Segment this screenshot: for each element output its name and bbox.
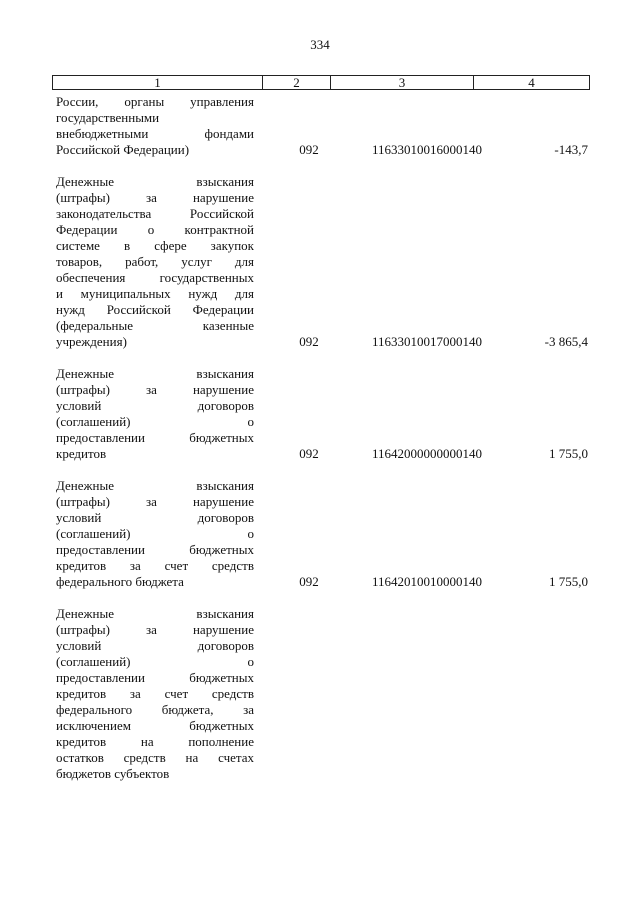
description-line: Российской Федерации): [56, 142, 190, 157]
row-description: [56, 478, 254, 590]
description-line: (соглашений) о: [56, 526, 254, 541]
row-kbk: 11633010016000140: [371, 142, 483, 157]
row-code: 092: [299, 574, 319, 589]
description-line: кредитов за счет средств: [56, 558, 254, 573]
description-line: кредитов: [56, 446, 107, 461]
description-line: внебюджетными фондами: [56, 126, 254, 141]
description-line: (соглашений) о: [56, 654, 254, 669]
table-body: [56, 94, 590, 798]
page-number: 334: [310, 37, 330, 52]
row-kbk: 11642010010000140: [371, 574, 483, 589]
description-line: бюджетов субъектов: [56, 766, 170, 781]
row-code: 092: [299, 142, 319, 157]
row-kbk: 11633010017000140: [371, 334, 483, 349]
description-line: государственными: [56, 110, 160, 125]
description-line: кредитов на пополнение: [56, 734, 254, 749]
description-line: обеспечения государственных: [56, 270, 254, 285]
description-line: предоставлении бюджетных: [56, 430, 254, 445]
description-line: (федеральные казенные: [56, 318, 254, 333]
description-line: Денежные взыскания: [56, 366, 254, 381]
description-line: (штрафы) за нарушение: [56, 382, 254, 397]
table-header-row: [52, 75, 590, 90]
table-row: [56, 606, 590, 782]
description-line: условий договоров: [56, 398, 254, 413]
column-header-1: 1: [53, 76, 263, 89]
description-line: товаров, работ, услуг для: [56, 254, 254, 269]
description-line: Денежные взыскания: [56, 606, 254, 621]
description-line: условий договоров: [56, 510, 254, 525]
row-amount: -3 865,4: [544, 334, 588, 349]
description-line: предоставлении бюджетных: [56, 542, 254, 557]
description-line: и муниципальных нужд для: [56, 286, 254, 301]
description-line: федерального бюджета: [56, 574, 184, 589]
description-line: остатков средств на счетах: [56, 750, 254, 765]
row-amount: 1 755,0: [549, 446, 588, 461]
row-code: 092: [299, 446, 319, 461]
description-line: кредитов за счет средств: [56, 686, 254, 701]
table-row: [56, 478, 590, 590]
description-line: Денежные взыскания: [56, 174, 254, 189]
row-kbk: 11642000000000140: [371, 446, 483, 461]
description-line: Денежные взыскания: [56, 478, 254, 493]
description-line: законодательства Российской: [56, 206, 254, 221]
description-line: исключением бюджетных: [56, 718, 254, 733]
table-row: [56, 174, 590, 350]
description-line: условий договоров: [56, 638, 254, 653]
row-amount: -143,7: [554, 142, 588, 157]
description-line: (штрафы) за нарушение: [56, 190, 254, 205]
row-description: [56, 366, 254, 462]
row-amount: 1 755,0: [549, 574, 588, 589]
column-header-3: 3: [331, 76, 474, 89]
row-description: [56, 606, 254, 782]
table-row: [56, 366, 590, 462]
description-line: предоставлении бюджетных: [56, 670, 254, 685]
description-line: (штрафы) за нарушение: [56, 622, 254, 637]
column-header-2: 2: [263, 76, 331, 89]
table-row: [56, 94, 590, 158]
description-line: учреждения): [56, 334, 127, 349]
description-line: федерального бюджета, за: [56, 702, 254, 717]
column-header-4: 4: [528, 75, 535, 90]
description-line: системе в сфере закупок: [56, 238, 254, 253]
description-line: Федерации о контрактной: [56, 222, 254, 237]
row-description: [56, 174, 254, 350]
row-description: [56, 94, 254, 158]
description-line: (штрафы) за нарушение: [56, 494, 254, 509]
description-line: (соглашений) о: [56, 414, 254, 429]
description-line: России, органы управления: [56, 94, 254, 109]
description-line: нужд Российской Федерации: [56, 302, 254, 317]
row-code: 092: [299, 334, 319, 349]
